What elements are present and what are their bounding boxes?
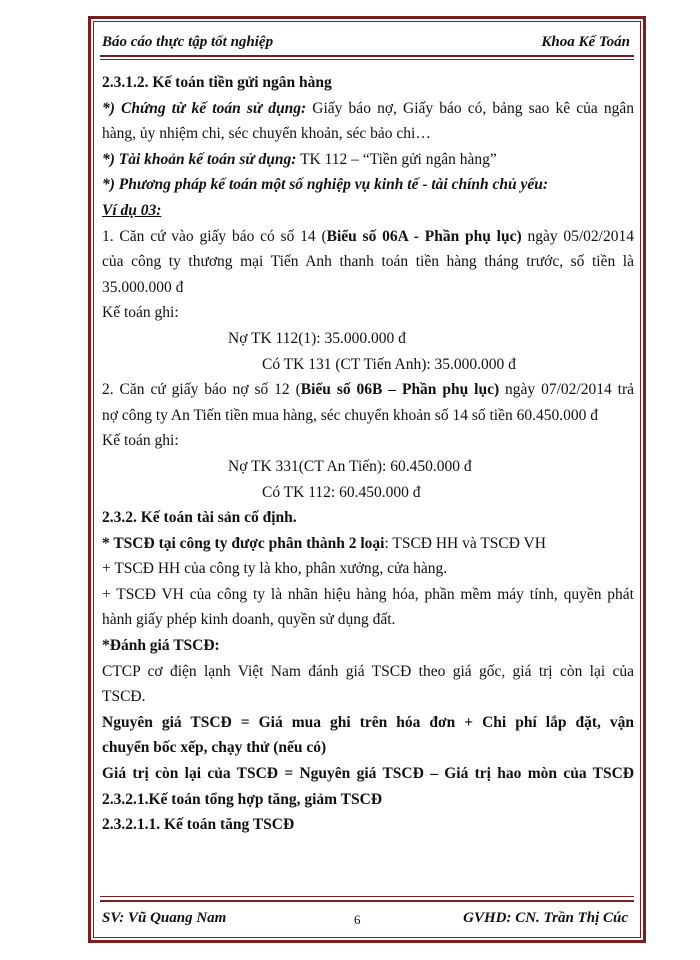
heading-danh-gia: *Đánh giá TSCĐ:	[102, 637, 220, 655]
page-footer	[102, 908, 632, 930]
header-department: Khoa Kế Toán	[541, 34, 630, 50]
tscd-class-label: * TSCĐ tại công ty được phân thành 2 loại	[102, 534, 385, 552]
footer-rule-thin	[100, 896, 634, 897]
section-heading-2-3-2-1: 2.3.2.1.Kế toán tổng hợp tăng, giảm TSCĐ	[102, 790, 383, 808]
paragraph-chung-tu	[102, 96, 634, 122]
label-chung-tu: *) Chứng từ kế toán sử dụng:	[102, 99, 307, 117]
paragraph-chung-tu-cont: hàng, ủy nhiệm chi, séc chuyển khoản, séc bảo chi…	[102, 125, 431, 143]
page-header	[102, 30, 632, 54]
ex2-date: ngày 07/02/2014 trả	[499, 381, 634, 399]
footer-rule	[100, 900, 634, 902]
example-1-line-2: của công ty thương mại Tiến Anh thanh toán tiền hàng tháng trước, số tiền là	[102, 253, 634, 271]
heading-phuong-phap: *) Phương pháp kế toán một số nghiệp vụ kinh tế - tài chính chủ yếu:	[102, 176, 549, 194]
ex2-text-a: 2. Căn cứ giấy báo nợ số 12 (	[102, 381, 301, 399]
header-rule-thin	[100, 59, 634, 60]
example-2-line-1	[102, 377, 634, 403]
paragraph-danh-gia: CTCP cơ điện lạnh Việt Nam đánh giá TSCĐ theo giá gốc, giá trị còn lại của	[102, 662, 634, 680]
label-tai-khoan: *) Tài khoản kế toán sử dụng:	[102, 150, 297, 168]
text-chung-tu: Giấy báo nợ, Giấy báo có, bảng sao kê của ngân	[306, 99, 634, 117]
ex1-text-a: 1. Căn cứ vào giấy báo có số 14 (	[102, 227, 327, 245]
ex1-date: ngày 05/02/2014	[521, 227, 634, 245]
ex1-reference: Biểu số 06A - Phần phụ lục)	[326, 227, 522, 245]
section-heading-2-3-1-2: 2.3.1.2. Kế toán tiền gửi ngân hàng	[102, 74, 332, 91]
tscd-vh-item-cont: hành giấy phép kinh doanh, quyền sử dụng đất.	[102, 611, 396, 629]
header-rule	[100, 55, 634, 57]
ke-toan-ghi-1: Kế toán ghi:	[102, 304, 179, 322]
example-1-line-1	[102, 224, 634, 250]
example-2-line-2: nợ công ty An Tiến tiền mua hàng, séc chuyển khoản số 14 số tiền 60.450.000 đ	[102, 406, 598, 424]
paragraph-danh-gia-cont: TSCĐ.	[102, 688, 146, 706]
entry-2-debit: Nợ TK 331(CT An Tiến): 60.450.000 đ	[228, 457, 472, 475]
entry-1-credit: Có TK 131 (CT Tiến Anh): 35.000.000 đ	[262, 355, 516, 373]
heading-vi-du: Ví dụ 03:	[102, 201, 162, 219]
formula-nguyen-gia-cont: chuyển bốc xếp, chạy thử (nếu có)	[102, 739, 327, 757]
tscd-vh-item: + TSCĐ VH của công ty là nhãn hiệu hàng hóa, phần mềm máy tính, quyền phát	[102, 585, 634, 603]
entry-1-debit: Nợ TK 112(1): 35.000.000 đ	[228, 329, 406, 347]
ke-toan-ghi-2: Kế toán ghi:	[102, 432, 179, 450]
footer-student: SV: Vũ Quang Nam	[102, 910, 227, 926]
section-heading-2-3-2-1-1: 2.3.2.1.1. Kế toán tăng TSCĐ	[102, 816, 295, 834]
footer-supervisor: GVHD: CN. Trần Thị Cúc	[463, 910, 628, 926]
header-report-title: Báo cáo thực tập tốt nghiệp	[102, 34, 274, 50]
tscd-classification	[102, 531, 634, 557]
formula-nguyen-gia: Nguyên giá TSCĐ = Giá mua ghi trên hóa đơn + Chi phí lắp đặt, vận	[102, 713, 634, 731]
ex2-reference: Biểu số 06B – Phần phụ lục)	[300, 381, 500, 399]
page-number: 6	[354, 912, 361, 927]
example-1-amount: 35.000.000 đ	[102, 278, 184, 296]
page-body	[102, 70, 634, 838]
section-heading-2-3-2: 2.3.2. Kế toán tài sản cố định.	[102, 509, 297, 527]
entry-2-credit: Có TK 112: 60.450.000 đ	[262, 483, 421, 501]
formula-gia-tri-con-lai: Giá trị còn lại của TSCĐ = Nguyên giá TSCĐ – Giá trị hao mòn của TSCĐ	[102, 765, 634, 783]
tscd-class-types: : TSCĐ HH và TSCĐ VH	[384, 534, 546, 552]
tscd-hh-item: + TSCĐ HH của công ty là kho, phân xưởng, cửa hàng.	[102, 560, 448, 578]
text-tai-khoan: TK 112 – “Tiền gửi ngân hàng”	[296, 150, 497, 168]
paragraph-tai-khoan	[102, 147, 634, 173]
